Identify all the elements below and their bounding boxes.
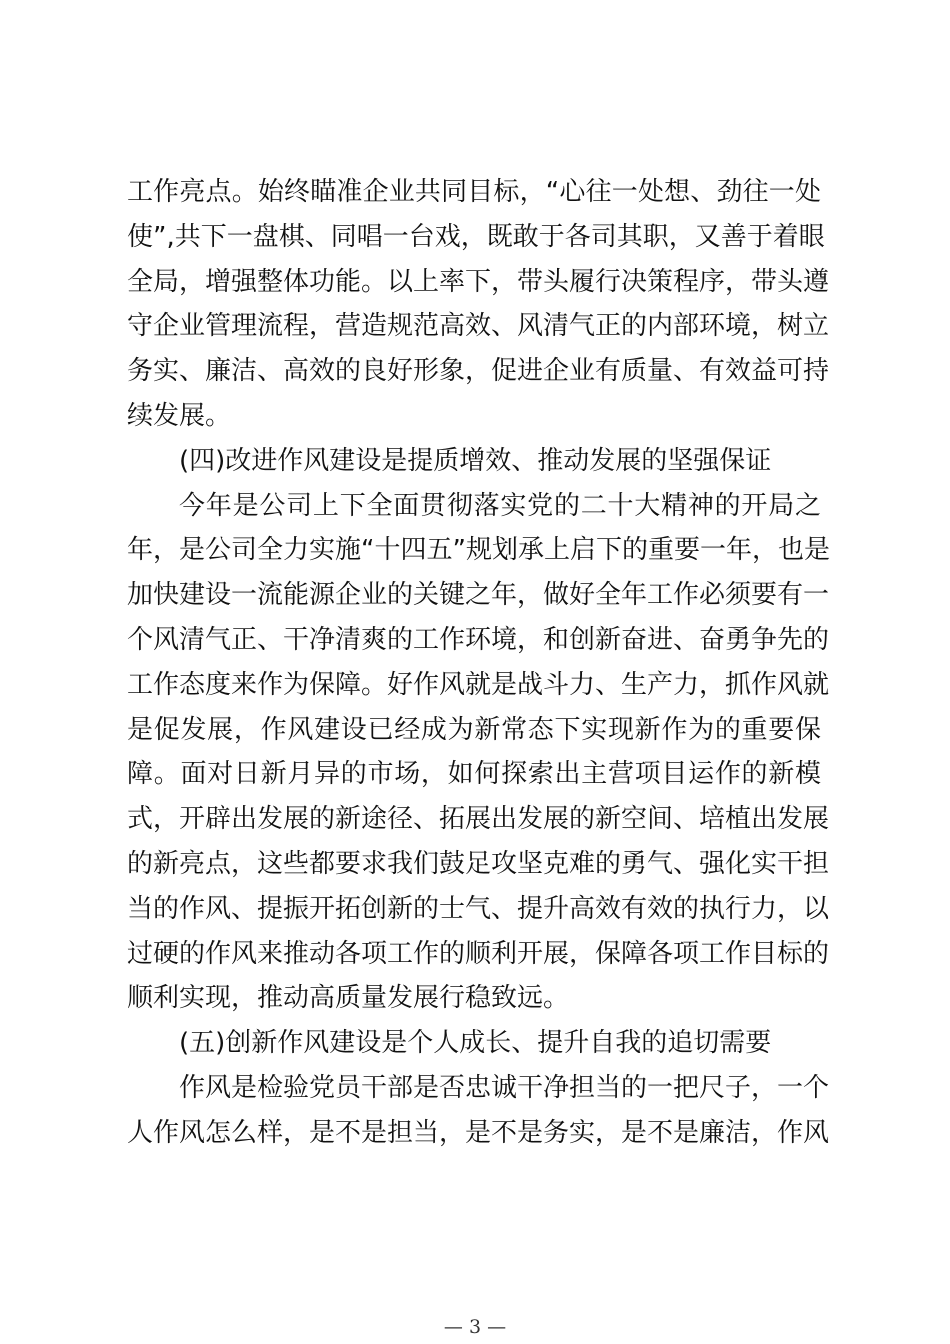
text-line: 的新亮点，这些都要求我们鼓足攻坚克难的勇气、强化实干担: [127, 848, 830, 879]
section-heading: (四)改进作风建设是提质增效、推动发展的坚强保证: [179, 445, 772, 476]
body-text: [127, 170, 830, 1156]
text-line: 人作风怎么样，是不是担当，是不是务实，是不是廉洁，作风: [127, 1117, 830, 1148]
text-line: 加快建设一流能源企业的关键之年，做好全年工作必须要有一: [127, 580, 830, 611]
text-line: 顺利实现，推动高质量发展行稳致远。: [127, 983, 570, 1014]
text-line: 工作亮点。始终瞄准企业共同目标，“心往一处想、劲往一处: [127, 177, 821, 207]
text-line: 今年是公司上下全面贯彻落实党的二十大精神的开局之: [179, 490, 821, 521]
text-line: 工作态度来作为保障。好作风就是战斗力、生产力，抓作风就: [127, 669, 830, 700]
text-line: 使”,共下一盘棋、同唱一台戏，既敢于各司其职，又善于着眼: [127, 221, 825, 252]
text-line: 个风清气正、干净清爽的工作环境，和创新奋进、奋勇争先的: [127, 624, 830, 655]
text-line: 全局，增强整体功能。以上率下，带头履行决策程序，带头遵: [127, 266, 830, 297]
text-line: 过硬的作风来推动各项工作的顺利开展，保障各项工作目标的: [127, 938, 830, 969]
text-line: 年，是公司全力实施“十四五”规划承上启下的重要一年，也是: [127, 535, 830, 566]
page-number: — 3 —: [443, 1316, 507, 1338]
text-line: 障。面对日新月异的市场，如何探索出主营项目运作的新模: [127, 759, 821, 790]
text-line: 守企业管理流程，营造规范高效、风清气正的内部环境，树立: [127, 311, 830, 342]
text-line: 务实、廉洁、高效的良好形象，促进企业有质量、有效益可持: [127, 356, 830, 387]
text-line: 式，开辟出发展的新途径、拓展出发展的新空间、培植出发展: [127, 804, 830, 835]
text-line: 作风是检验党员干部是否忠诚干净担当的一把尺子，一个: [179, 1072, 830, 1103]
section-heading: (五)创新作风建设是个人成长、提升自我的追切需要: [179, 1028, 772, 1059]
text-line: 续发展。: [127, 400, 232, 431]
text-line: 是促发展，作风建设已经成为新常态下实现新作为的重要保: [127, 714, 821, 745]
text-line: 当的作风、提振开拓创新的士气、提升高效有效的执行力，以: [127, 893, 830, 924]
